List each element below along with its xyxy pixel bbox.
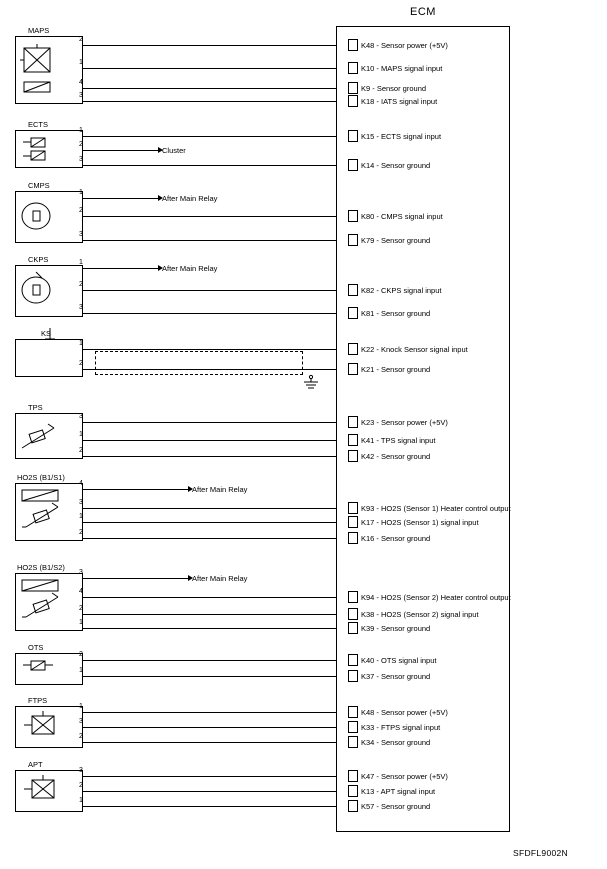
wire-ho2s1-3 xyxy=(83,508,336,509)
tps-sensor-symbol xyxy=(20,418,70,456)
ecm-pin-ho2s1-2 xyxy=(348,516,358,528)
wire-cmps-1 xyxy=(83,198,158,199)
after-main-relay-label-ho2s1: After Main Relay xyxy=(192,485,248,494)
pin-ks-2: 2 xyxy=(79,360,83,367)
pin-cmps-2: 2 xyxy=(79,207,83,214)
wire-ftps-2 xyxy=(83,742,336,743)
ks-sensor-symbol xyxy=(42,328,62,344)
ecm-pin-ho2s2-2 xyxy=(348,608,358,620)
signal-label-k80: K80 - CMPS signal input xyxy=(361,212,443,221)
signal-label-k39: K39 - Sensor ground xyxy=(361,624,431,633)
signal-label-k94: K94 - HO2S (Sensor 2) Heater control output xyxy=(361,593,511,602)
signal-label-k57: K57 - Sensor ground xyxy=(361,802,431,811)
wire-ckps-2 xyxy=(83,290,336,291)
signal-label-k33: K33 - FTPS signal input xyxy=(361,723,441,732)
ckps-sensor-symbol xyxy=(20,270,64,310)
ecm-pin-ftps-2 xyxy=(348,721,358,733)
signal-label-k9: K9 - Sensor ground xyxy=(361,84,427,93)
signal-label-k18: K18 - IATS signal input xyxy=(361,97,438,106)
maps-sensor-symbol xyxy=(20,44,76,100)
signal-label-k82: K82 - CKPS signal input xyxy=(361,286,442,295)
wire-ects-3 xyxy=(83,165,336,166)
ots-sensor-symbol xyxy=(23,658,63,680)
wire-ects-2-cluster xyxy=(83,150,158,151)
after-main-relay-label-ho2s2: After Main Relay xyxy=(192,574,248,583)
ecm-pin-ho2s2-1 xyxy=(348,591,358,603)
wire-maps-2 xyxy=(83,68,336,69)
pin-ho2s2-3: 3 xyxy=(79,569,83,576)
ecm-pin-tps-1 xyxy=(348,416,358,428)
pin-apt-3: 3 xyxy=(79,767,83,774)
wire-ftps-1 xyxy=(83,712,336,713)
ftps-sensor-symbol xyxy=(24,710,68,746)
shield-dashed-box xyxy=(95,351,303,375)
wire-ho2s1-4 xyxy=(83,489,188,490)
wire-ho2s1-1 xyxy=(83,522,336,523)
pin-ftps-1: 1 xyxy=(79,703,83,710)
signal-label-k93: K93 - HO2S (Sensor 1) Heater control output xyxy=(361,504,511,513)
ecm-pin-ftps-1 xyxy=(348,706,358,718)
pin-maps-3: 4 xyxy=(79,79,83,86)
wire-ho2s2-2 xyxy=(83,614,336,615)
ho2s-b1s2-sensor-symbol xyxy=(18,577,80,629)
ecm-pin-ftps-3 xyxy=(348,736,358,748)
component-label-apt: APT xyxy=(28,760,43,769)
ecm-pin-ks-2 xyxy=(348,363,358,375)
signal-label-k79: K79 - Sensor ground xyxy=(361,236,431,245)
component-label-ho2s-b1s1: HO2S (B1/S1) xyxy=(17,473,65,482)
ecm-pin-ho2s1-3 xyxy=(348,532,358,544)
figure-code: SFDFL9002N xyxy=(513,848,568,858)
ecm-pin-cmps-1 xyxy=(348,210,358,222)
component-label-ks: KS xyxy=(41,329,52,338)
pin-apt-1: 1 xyxy=(79,797,83,804)
signal-label-k48-ftps: K48 - Sensor power (+5V) xyxy=(361,708,448,717)
signal-label-k15: K15 - ECTS signal input xyxy=(361,132,442,141)
wire-cmps-3 xyxy=(83,240,336,241)
pin-tps-1: 3 xyxy=(79,413,83,420)
pin-ho2s2-2: 2 xyxy=(79,605,83,612)
wire-ho2s2-1 xyxy=(83,628,336,629)
component-label-ckps: CKPS xyxy=(28,255,49,264)
signal-label-k10: K10 - MAPS signal input xyxy=(361,64,443,73)
wire-ks-1 xyxy=(83,349,336,350)
ecm-pin-maps-1 xyxy=(348,39,358,51)
ecm-pin-apt-1 xyxy=(348,770,358,782)
pin-ots-2: 2 xyxy=(79,651,83,658)
pin-ho2s1-3: 3 xyxy=(79,499,83,506)
wire-ho2s1-2 xyxy=(83,538,336,539)
ecm-pin-tps-2 xyxy=(348,434,358,446)
signal-label-k48: K48 - Sensor power (+5V) xyxy=(361,41,448,50)
component-label-ho2s-b1s2: HO2S (B1/S2) xyxy=(17,563,65,572)
wire-apt-2 xyxy=(83,791,336,792)
apt-sensor-symbol xyxy=(24,774,68,810)
ecm-pin-ks-1 xyxy=(348,343,358,355)
after-main-relay-label-cmps: After Main Relay xyxy=(162,194,218,203)
signal-label-k37: K37 - Sensor ground xyxy=(361,672,431,681)
ecm-pin-maps-3 xyxy=(348,82,358,94)
signal-label-k13: K13 - APT signal input xyxy=(361,787,436,796)
wire-cmps-2 xyxy=(83,216,336,217)
ecm-pin-ects-1 xyxy=(348,130,358,142)
pin-ho2s2-1: 1 xyxy=(79,619,83,626)
wire-ftps-3 xyxy=(83,727,336,728)
signal-label-k14: K14 - Sensor ground xyxy=(361,161,431,170)
after-main-relay-label-ckps: After Main Relay xyxy=(162,264,218,273)
pin-maps-2: 1 xyxy=(79,59,83,66)
pin-ho2s1-1: 1 xyxy=(79,513,83,520)
pin-ho2s1-4: 4 xyxy=(79,480,83,487)
ecm-pin-ckps-2 xyxy=(348,307,358,319)
signal-label-k40: K40 - OTS signal input xyxy=(361,656,437,665)
ecm-pin-cmps-2 xyxy=(348,234,358,246)
pin-tps-3: 2 xyxy=(79,447,83,454)
signal-label-k81: K81 - Sensor ground xyxy=(361,309,431,318)
signal-label-k47: K47 - Sensor power (+5V) xyxy=(361,772,448,781)
wire-ots-2 xyxy=(83,660,336,661)
signal-label-k16: K16 - Sensor ground xyxy=(361,534,431,543)
wire-maps-1 xyxy=(83,45,336,46)
pin-ects-3: 3 xyxy=(79,156,83,163)
pin-ftps-2: 2 xyxy=(79,733,83,740)
ecm-title: ECM xyxy=(410,6,436,18)
component-body-ks xyxy=(15,339,83,377)
ecm-pin-apt-2 xyxy=(348,785,358,797)
signal-label-k22: K22 - Knock Sensor signal input xyxy=(361,345,468,354)
signal-label-k38: K38 - HO2S (Sensor 2) signal input xyxy=(361,610,479,619)
wire-ects-1 xyxy=(83,136,336,137)
signal-label-k17: K17 - HO2S (Sensor 1) signal input xyxy=(361,518,479,527)
component-label-tps: TPS xyxy=(28,403,43,412)
signal-label-k21: K21 - Sensor ground xyxy=(361,365,431,374)
wire-ckps-3 xyxy=(83,313,336,314)
pin-apt-2: 2 xyxy=(79,782,83,789)
pin-cmps-1: 1 xyxy=(79,189,83,196)
signal-label-k34: K34 - Sensor ground xyxy=(361,738,431,747)
wire-tps-1 xyxy=(83,422,336,423)
ecm-pin-maps-2 xyxy=(348,62,358,74)
ecm-pin-ots-2 xyxy=(348,670,358,682)
pin-ckps-2: 2 xyxy=(79,281,83,288)
wire-tps-3 xyxy=(83,456,336,457)
pin-ects-1: 1 xyxy=(79,127,83,134)
ecm-pin-ckps-1 xyxy=(348,284,358,296)
ho2s-b1s1-sensor-symbol xyxy=(18,487,80,539)
wire-ho2s2-4 xyxy=(83,597,336,598)
component-label-cmps: CMPS xyxy=(28,181,50,190)
wire-ho2s2-3 xyxy=(83,578,188,579)
pin-ks-1: 1 xyxy=(79,340,83,347)
cmps-sensor-symbol xyxy=(20,198,64,236)
pin-maps-4: 3 xyxy=(79,92,83,99)
wire-apt-3 xyxy=(83,776,336,777)
wire-maps-4 xyxy=(83,101,336,102)
signal-label-k42: K42 - Sensor ground xyxy=(361,452,431,461)
ecm-pin-ots-1 xyxy=(348,654,358,666)
wire-maps-3 xyxy=(83,88,336,89)
wire-ckps-1 xyxy=(83,268,158,269)
cluster-label: Cluster xyxy=(162,146,186,155)
component-label-ects: ECTS xyxy=(28,120,49,129)
ecm-pin-apt-3 xyxy=(348,800,358,812)
component-label-ots: OTS xyxy=(28,643,44,652)
pin-ho2s2-4: 4 xyxy=(79,588,83,595)
ecm-pin-tps-3 xyxy=(348,450,358,462)
component-label-maps: MAPS xyxy=(28,26,50,35)
pin-ots-1: 1 xyxy=(79,667,83,674)
wire-ots-1 xyxy=(83,676,336,677)
signal-label-k41: K41 - TPS signal input xyxy=(361,436,436,445)
wire-tps-2 xyxy=(83,440,336,441)
ecm-pin-ho2s2-3 xyxy=(348,622,358,634)
component-label-ftps: FTPS xyxy=(28,696,48,705)
pin-ckps-1: 1 xyxy=(79,259,83,266)
pin-ftps-3: 3 xyxy=(79,718,83,725)
signal-label-k23: K23 - Sensor power (+5V) xyxy=(361,418,448,427)
pin-ho2s1-2: 2 xyxy=(79,529,83,536)
ecm-pin-ects-2 xyxy=(348,159,358,171)
pin-tps-2: 1 xyxy=(79,431,83,438)
pin-maps-1: 2 xyxy=(79,36,83,43)
pin-ects-2: 2 xyxy=(79,141,83,148)
pin-cmps-3: 3 xyxy=(79,231,83,238)
ecm-pin-maps-4 xyxy=(348,95,358,107)
wire-apt-1 xyxy=(83,806,336,807)
ecm-pin-ho2s1-1 xyxy=(348,502,358,514)
ects-sensor-symbol xyxy=(23,136,63,164)
ground-symbol-ks xyxy=(300,375,322,393)
pin-ckps-3: 3 xyxy=(79,304,83,311)
